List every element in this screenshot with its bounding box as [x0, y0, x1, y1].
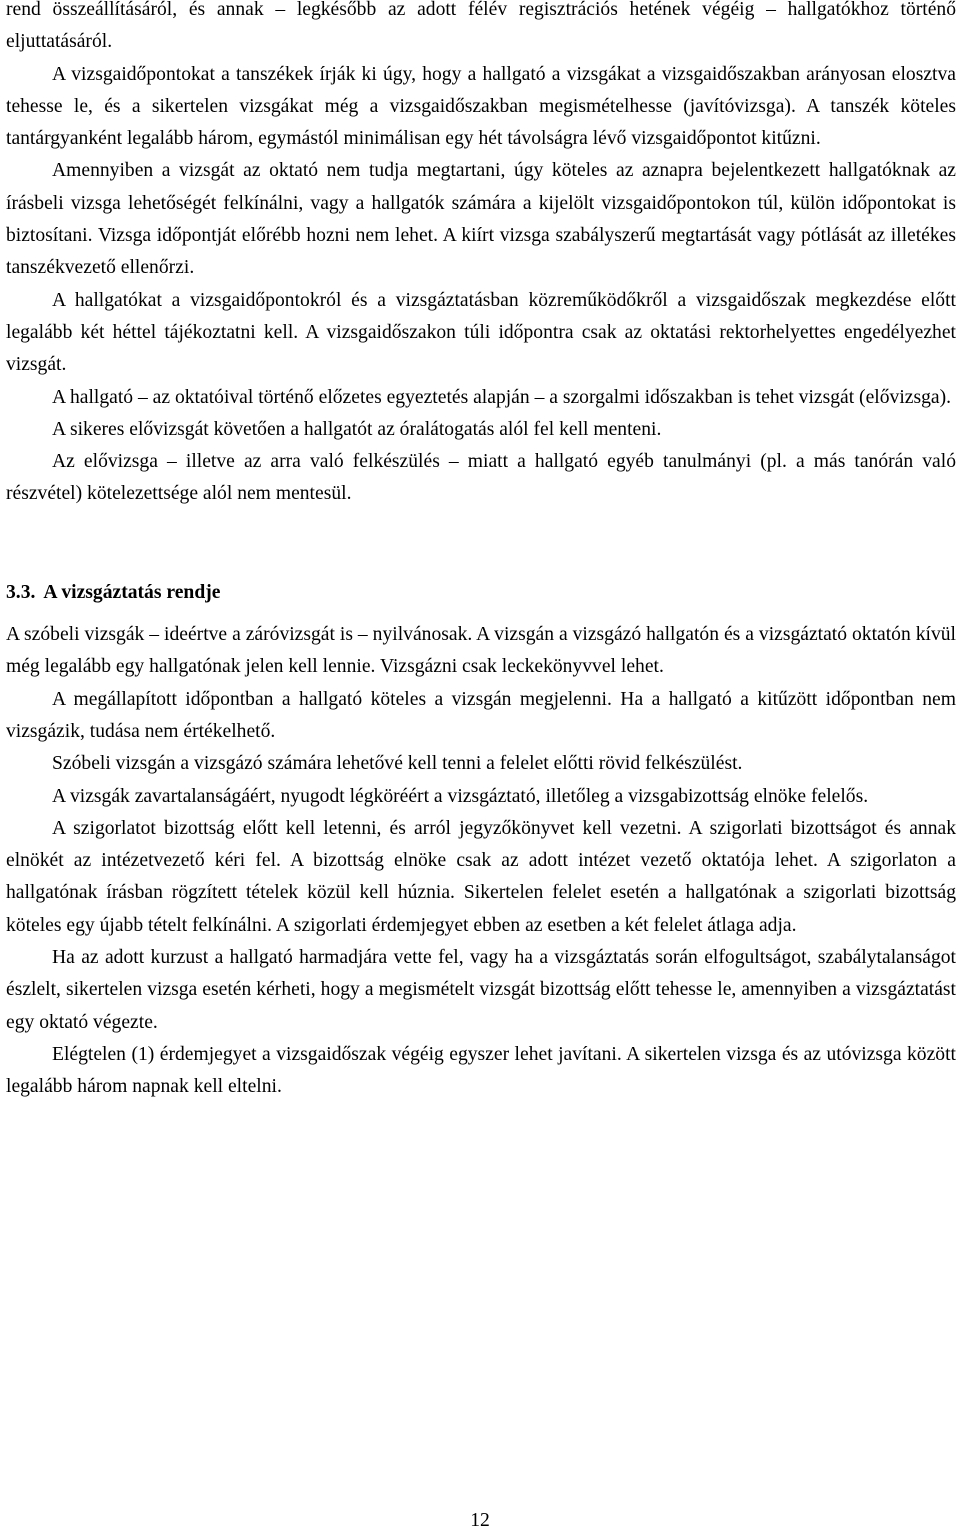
paragraph: Elégtelen (1) érdemjegyet a vizsgaidőszak végéig egyszer lehet javítani. A sikertelen vizsga és az utóvizsga között legalább három napnak kell eltelni.: [6, 1043, 956, 1098]
section-heading: [6, 577, 956, 609]
paragraph-continuation: rend összeállításáról, és annak – legkésőbb az adott félév regisztrációs hetének végéig – hallgatókhoz történő eljuttatásáról.: [6, 0, 956, 53]
document-page: [6, 0, 956, 1104]
paragraph: A hallgatókat a vizsgaidőpontokról és a vizsgáztatásban közreműködőkről a vizsgaidőszak megkezdése előtt legalább két héttel tájékoztatni kell. A vizsgaidőszakon túli időpontra csak az oktatási rektorhelyettes engedélyezhet vizsgát.: [6, 289, 956, 376]
paragraph: A megállapított időpontban a hallgató köteles a vizsgán megjelenni. Ha a hallgató a kitűzött időpontban nem vizsgázik, tudása nem értékelhető.: [6, 688, 956, 742]
paragraph: A vizsgák zavartalanságáért, nyugodt légköréért a vizsgáztató, illetőleg a vizsgabizottság elnöke felelős.: [52, 785, 869, 807]
paragraph: Amennyiben a vizsgát az oktató nem tudja megtartani, úgy köteles az aznapra bejelentkezett hallgatóknak az írásbeli vizsga lehetőségét felkínálni, vagy a hallgatók számára a kijelölt vizsgaidőpontokon túl, külön időpontokat is biztosítani. Vizsga időpontját előrébb hozni nem lehet. A kiírt vizsga szabályszerű megtartását vagy pótlását az illetékes tanszékvezető ellenőrzi.: [6, 160, 956, 279]
page-number: 12: [470, 1510, 490, 1531]
section-number: 3.3.: [6, 581, 36, 603]
paragraph: A vizsgaidőpontokat a tanszékek írják ki úgy, hogy a hallgató a vizsgákat a vizsgaidőszakban arányosan elosztva tehesse le, és a sikertelen vizsgákat még a vizsgaidőszakban megismételhesse (javítóvizsga). A tanszék köteles tantárgyanként legalább három, egymástól minimálisan egy hét távolságra lévő vizsgaidőpontot kitűzni.: [6, 63, 956, 150]
spacer: [6, 511, 956, 577]
paragraph: A szóbeli vizsgák – ideértve a záróvizsgát is – nyilvánosak. A vizsgán a vizsgázó hallgatón és a vizsgáztató oktatón kívül még legalább egy hallgatónak jelen kell lennie. Vizsgázni csak leckekönyvvel lehet.: [6, 624, 956, 678]
paragraph: A sikeres elővizsgát követően a hallgatót az óralátogatás alól fel kell menteni.: [52, 418, 662, 440]
paragraph: Az elővizsga – illetve az arra való felkészülés – miatt a hallgató egyéb tanulmányi (pl. a más tanórán való részvétel) kötelezettsége alól nem mentesül.: [6, 451, 956, 505]
section-title: A vizsgáztatás rendje: [43, 581, 221, 603]
paragraph: A hallgató – az oktatóival történő előzetes egyeztetés alapján – a szorgalmi időszakban is tehet vizsgát (elővizsga).: [52, 386, 951, 408]
paragraph: Ha az adott kurzust a hallgató harmadjára vette fel, vagy ha a vizsgáztatás során elfogultságot, szabálytalanságot észlelt, sikertelen vizsga esetén kérheti, hogy a megismételt vizsgát bizottság előtt tehesse le, amennyiben a vizsgáztatást egy oktató végezte.: [6, 947, 956, 1033]
paragraph: A szigorlatot bizottság előtt kell letenni, és arról jegyzőkönyvet kell vezetni. A szigorlati bizottságot és annak elnökét az intézetvezető kéri fel. A bizottság elnöke csak az adott intézet vezető oktatója lehet. A szigorlaton a hallgatónak írásban rögzített tételek közül kell húznia. Sikertelen felelet esetén a hallgatónak a szigorlati bizottság köteles egy újabb tételt felkínálni. A szigorlati érdemjegyet ebben az esetben a két felelet átlaga adja.: [6, 817, 956, 936]
spacer: [6, 609, 956, 619]
paragraph: Szóbeli vizsgán a vizsgázó számára lehetővé kell tenni a felelet előtti rövid felkészülést.: [52, 753, 743, 775]
